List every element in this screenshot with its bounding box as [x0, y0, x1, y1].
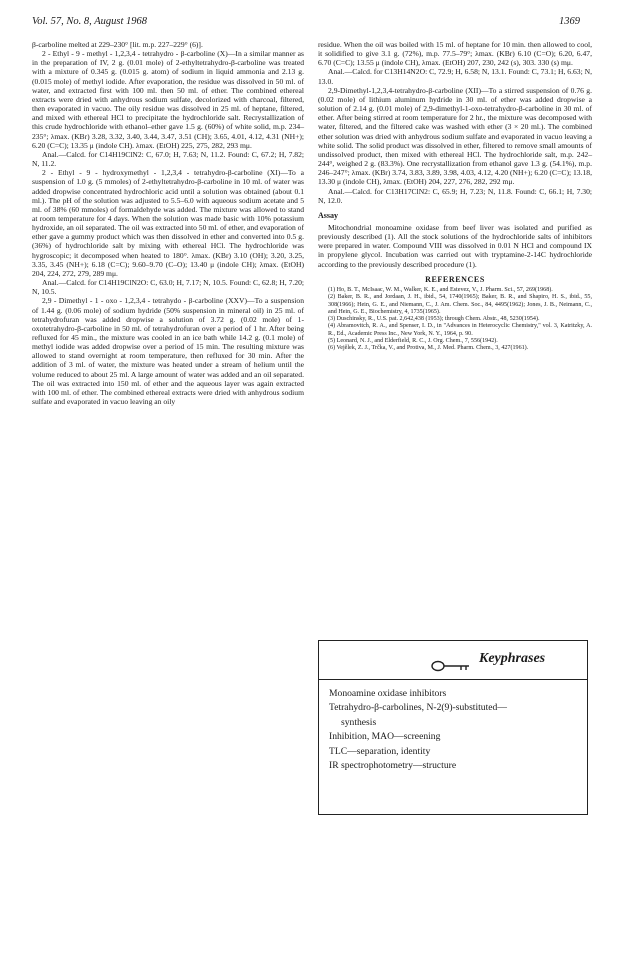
reference-item: (2) Baker, B. R., and Jordaan, J. H., ibid., 54, 1740(1965); Baker, B. R., and Shapiro, H. S., ibid., 55, 308(1966); Hein, G. E., and Niemann, C., J. Am. Chem. Soc., 84, 4495(1962); Jones, J. B., Neimann, C., and Hein, G. E., Biochemistry, 4, 1735(1965).: [328, 294, 592, 315]
keyphrase-item: Inhibition, MAO—screening: [329, 731, 441, 743]
right-column: [318, 40, 592, 353]
keyphrases-title: Keyphrases: [479, 651, 546, 666]
assay-paragraph: Mitochondrial monoamine oxidase from beef liver was isolated and purified as previously described (1). All the stock solutions of the hydrochloride salts of inhibitors were prepared in water. Compound VIII was dissolved in 0.01 N HCl and compound IX in propylene glycol. Incubation was carried out with tryptamine-2-14C hydrochloride according to the previously described procedure (1).: [318, 222, 592, 269]
analysis-paragraph: Anal.—Calcd. for C13H17ClN2: C, 65.9; H, 7.23; N, 11.8. Found: C, 66.1; H, 7.30; N, 12.0.: [318, 186, 592, 205]
analysis-paragraph: Anal.—Calcd. for C14H19ClN2: C, 67.0; H, 7.63; N, 11.2. Found: C, 67.2; H, 7.82; N, 11.2.: [32, 149, 304, 169]
analysis-paragraph: Anal.—Calcd. for C13H14N2O: C, 72.9; H, 6.58; N, 13.1. Found: C, 73.1; H, 6.63; N, 13.0.: [318, 67, 592, 86]
key-icon: [431, 659, 471, 677]
reference-item: (3) Duschinsky, R., U.S. pat. 2,642,438 (1953); through Chem. Abstr., 48, 5230(1954).: [328, 316, 540, 323]
reference-item: (5) Leonard, N. J., and Elderfield, R. C., J. Org. Chem., 7, 556(1942).: [328, 337, 498, 344]
keyphrases-header: [319, 649, 587, 675]
reference-item: (1) Ho, B. T., McIsaac, W. M., Walker, K. E., and Estevez, V., J. Pharm. Sci., 57, 269(1968).: [328, 286, 553, 293]
keyphrase-item: Monoamine oxidase inhibitors: [329, 688, 447, 699]
reference-item: (4) Abramovitch, R. A., and Spenser, I. D., in "Advances in Heterocyclic Chemistry," vol. 3, Katritzky, A. R., Ed., Academic Press Inc., New York, N. Y., 1964, p. 90.: [328, 323, 592, 337]
paragraph: 2,9 - Dimethyl - 1 - oxo - 1,2,3,4 - tetrahydo - β-carboline (XXV)—To a suspension of 1.44 g. (0.06 mole) of sodium hydride (50% suspension in mineral oil) in 25 ml. of tetrahydrofuran was added dropwise a solution of 3.72 g. (0.02 mole) of 1-oxotetrahydro-β-carboline in 50 ml. of tetrahydrofuran over a period of 1 hr. After being refluxed for 45 min., the mixture was cooled in an ice bath while 14.2 g. (0.1 mole) of methyl iodide was added dropwise over a period of 15 min. The resulting mixture was allowed to stand overnight at room temperature, then refluxed for 30 min. After the addition of 3 ml. of water, the mixture was heated under a stream of helium until the volume reduced to about 25 ml. A large amount of water was added and an oil separated. The oil was extracted into 150 ml. of ether and the aqueous layer was again extracted with 100 ml. of ether. The combined ethereal extracts were dried with anhydrous sodium sulfate and evaporated in vacuo leaving an oily: [32, 296, 304, 407]
keyphrases-list: [329, 687, 581, 773]
analysis-paragraph: Anal.—Calcd. for C14H19ClN2O: C, 63.0; H, 7.17; N, 10.5. Found: C, 62.8; H, 7.20; N, 10.5.: [32, 278, 304, 297]
section-heading-assay: Assay: [318, 210, 339, 220]
journal-header: Vol. 57, No. 8, August 1968: [32, 16, 148, 27]
paragraph: 2,9-Dimethyl-1,2,3,4-tetrahydro-β-carboline (XII)—To a stirred suspension of 0.76 g. (0.02 mole) of lithium aluminum hydride in 30 ml. of ether was added dropwise a solution of 2.14 g. (0.01 mole) of 2,9-dimethyl-1-oxo-tetrahydro-β-carboline in 30 ml. of ether. After being stirred at room temperature for 2 hr., the mixture was decomposed with water, filtered, and the filtered cake was washed with ether (3 × 20 ml.). The combined ether solution was dried with anhydrous sodium sulfate and evaporated in vacuo leaving a white solid. The solid product was dissolved in ether, filtered to remove small amounts of undissolved product, then mixed with ethereal HCl. The hydrochloride salt, m.p. 242–244°, weighed 2 g. (83.3%). One recrystallization from ethanol gave 1.3 g. (54.1%), m.p. 246–247°; λmax. (KBr) 3.74, 3.83, 3.89, 3.98, 4.03, 4.12, 4.20 (NH+); 6.20 (C=C); 13.18, 13.30 μ (indole CH), λmax. (EtOH) 204, 227, 276, 282, 292 mμ.: [318, 85, 592, 187]
keyphrases-divider: [319, 679, 587, 680]
paragraph: residue. When the oil was boiled with 15 ml. of heptane for 10 min. then allowed to cool, it solidified to give 3.1 g. (72%), m.p. 77.5–79°; λmax. (KBr) 6.10 (C=O); 6.20, 6.47, 6.70 (C=C); 13.55 μ (indole CH), λmax. (EtOH) 207, 230, 242 (s), 303. 330 (s) mμ.: [318, 40, 592, 68]
left-column: [32, 40, 304, 406]
keyphrase-item: Tetrahydro-β-carbolines, N-2(9)-substituted—: [329, 702, 507, 714]
paragraph: 2 - Ethyl - 9 - hydroxymethyl - 1,2,3,4 - tetrahydro-β-carboline (XI)—To a suspension of 1.0 g. (5 mmoles) of 2-ethyltetrahydro-β-carboline in 10 ml. of water was added dropwise concentrated hydrochloric acid until a solution was obtained (about 0.1 ml.). The pH of the solution was adjusted to 5.5–6.0 with aqueous sodium acetate and 5 ml. of 38% (60 mmoles) of formaldehyde was added. The mixture was allowed to stand at room temperature for 4 days. When the solution was made basic with 10% potassium hydroxide, an oil separated. The oil was extracted into 50 ml. of ether, and evaporation of ether gave a gummy product which was then dissolved in ether and converted into 0.5 g. (36%) of hydrochloride salt by mixing with ethereal HCl. The hydrochloride was hygroscopic; it decomposed when heated to 180°. λmax. (KBr) 3.10 (OH); 3.20, 3.25, 3.35, 3.45 (NH+); 6.18 (C=C); 9.60–9.70 (C–O); 13.40 μ (indole CH); λmax. (EtOH) 204, 224, 272, 279, 289 mμ.: [32, 168, 304, 278]
references-heading: REFERENCES: [425, 274, 485, 284]
keyphrase-item: TLC—separation, identity: [329, 745, 431, 757]
keyphrase-item: IR spectrophotometry—structure: [329, 760, 457, 772]
reference-item: (6) Vejělek, Z. J., Trčka, V., and Protiva, M., J. Med. Pharm. Chem., 3, 427(1961).: [328, 345, 529, 352]
paragraph: β-carboline melted at 229–230° [lit. m.p. 227–229° (6)].: [32, 40, 203, 49]
references-list: [318, 287, 592, 353]
page-number: 1369: [559, 16, 580, 27]
paragraph: 2 - Ethyl - 9 - methyl - 1,2,3,4 - tetrahydro - β-carboline (X)—In a similar manner as in the preparation of IV, 2 g. (0.01 mole) of 2-ethyltetrahydro-β-carboline was treated with a mixture of 0.345 g. (0.015 g. atom) of sodium in liquid ammonia and 2.13 g. (0.015 mole) of methyl iodide. After evaporation, the residue was dissolved in 50 ml. of water, and extracted first with 100 ml. then 50 ml. of ether. The combined ethereal extracts were dried with anhydrous sodium sulfate, decolorized with charcoal, filtered, then evaporated in vacuo. The oily residue was dissolved in 25 ml. of heptane, filtered, and mixed with ethereal HCl to precipitate the hydrochloride salt. Recrystallization of this crude hydrochloride with ethanol–ether gave 1.5 g. (60%) of white solid, m.p. 234–235°; λmax. (KBr) 3.28, 3.32, 3.40, 3.44, 3.47, 3.51 (CH); 3.65, 4.01, 4.12, 4.31 (NH+); 6.20 (C=C); 13.35 μ (indole CH). λmax. (EtOH) 225, 275, 282, 293 mμ.: [32, 49, 304, 150]
keyphrase-item: synthesis: [341, 716, 377, 728]
keyphrases-box: [318, 640, 588, 815]
